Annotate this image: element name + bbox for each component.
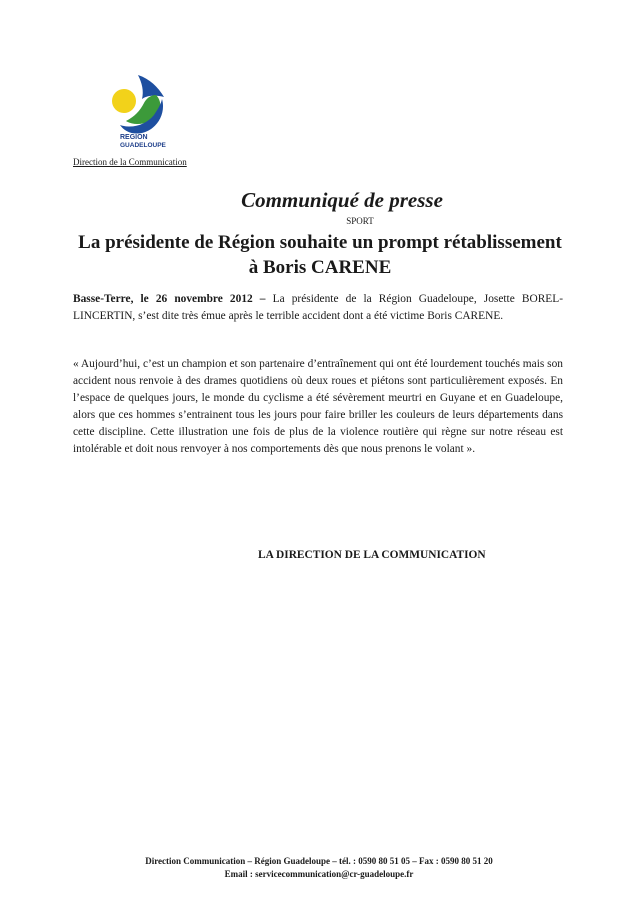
footer (0, 855, 638, 881)
logo-text-line1: REGION (120, 134, 148, 141)
document-title: Communiqué de presse (241, 188, 443, 212)
body-paragraph-2: « Aujourd’hui, c’est un champion et son partenaire d’entraînement qui ont été lourdement touchés mais son accident nous renvoie à des drames quotidiens où deux roues et piétons sont particulièrement exposés. En l’espace de quelques jours, le monde du cyclisme a été sévèrement meurtri en Guyane et en Guadeloupe, alors que ces hommes s’entrainent tous les jours pour faire briller les couleurs de leurs départements dans cette discipline. Cette illustration une fois de plus de la violence routière qui règne sur notre réseau est intolérable et doit nous renvoyer à nos comportements dès que nous prenons le volant ». (73, 358, 563, 455)
region-guadeloupe-logo (98, 73, 170, 159)
dateline: Basse-Terre, le 26 novembre 2012 – (73, 293, 266, 305)
paragraph-1-text: La présidente de la Région Guadeloupe, Josette BOREL-LINCERTIN, s’est dite très émue après le terrible accident dont a été victime Boris CARENE. (73, 293, 563, 322)
logo-text-line2: GUADELOUPE (120, 142, 166, 149)
signature: LA DIRECTION DE LA COMMUNICATION (258, 549, 486, 561)
department-label: Direction de la Communication (73, 157, 187, 167)
category-label: SPORT (346, 216, 374, 226)
headline: La présidente de Région souhaite un prompt rétablissement à Boris CARENE (78, 232, 562, 278)
footer-contact-line: Direction Communication – Région Guadeloupe – tél. : 0590 80 51 05 – Fax : 0590 80 51 20 (145, 856, 493, 866)
footer-email-line: Email : servicecommunication@cr-guadeloupe.fr (224, 869, 414, 879)
logo-emblem (98, 73, 170, 159)
body-paragraph-1 (73, 291, 563, 325)
